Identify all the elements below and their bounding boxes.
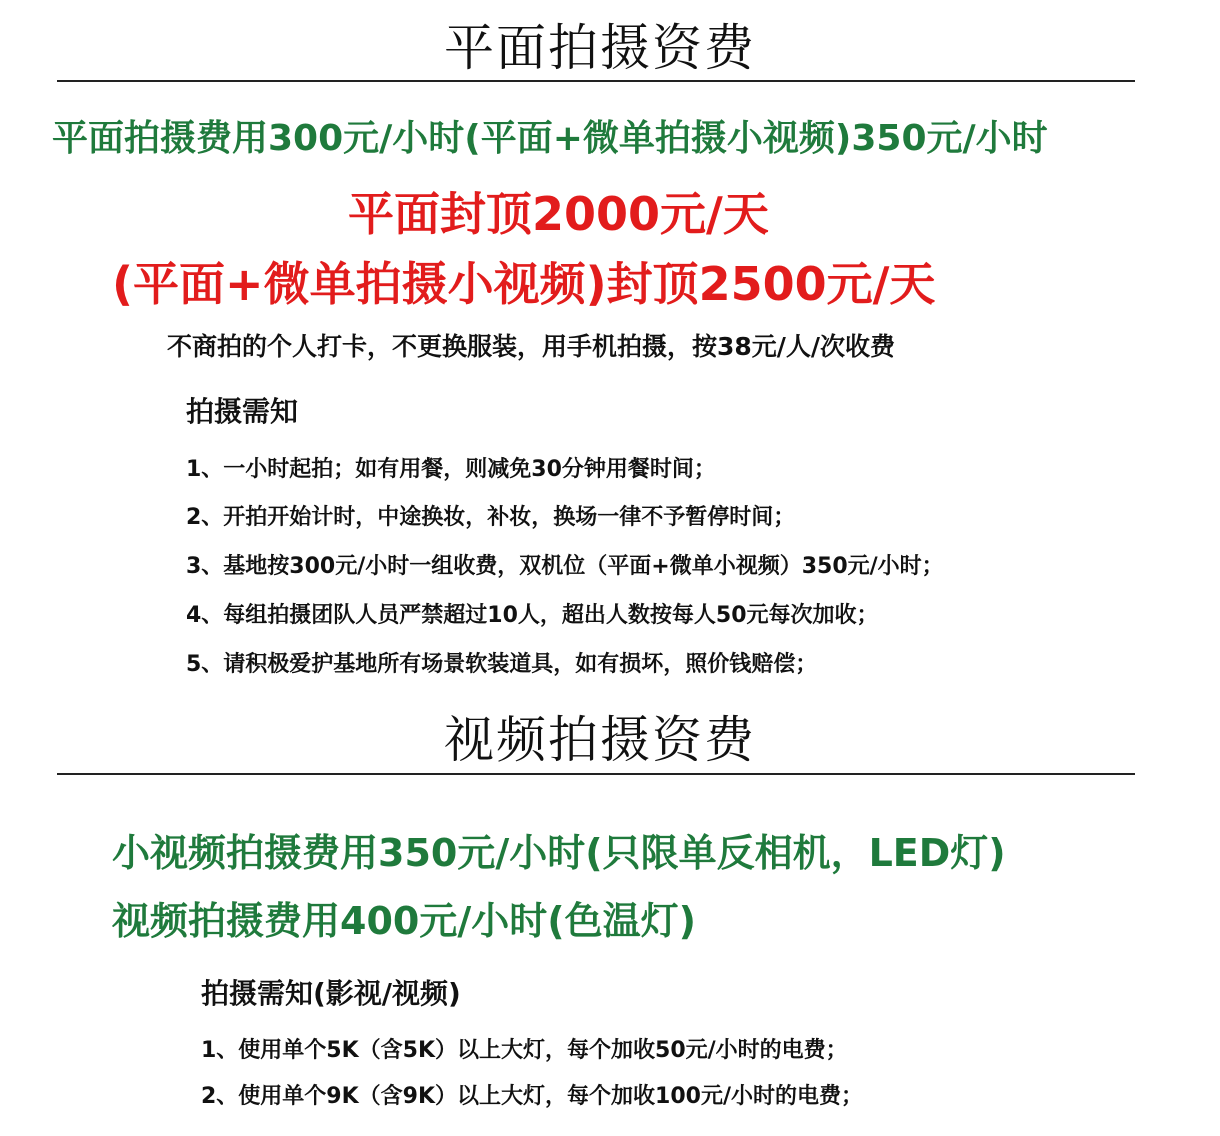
video-section-title: 视频拍摄资费 bbox=[444, 711, 756, 769]
photo-notice-item-5: 5、请积极爱护基地所有场景软装道具，如有损坏，照价钱赔偿； bbox=[186, 652, 818, 677]
photo-section-divider bbox=[57, 80, 1135, 82]
photo-price-line: 平面拍摄费用300元/小时(平面+微单拍摄小视频)350元/小时 bbox=[52, 118, 1048, 159]
photo-notice-item-2: 2、开拍开始计时，中途换妆，补妆，换场一律不予暂停时间； bbox=[186, 505, 796, 530]
video-price-line-1: 小视频拍摄费用350元/小时(只限单反相机，LED灯) bbox=[112, 831, 1006, 875]
photo-notice-item-1: 1、一小时起拍；如有用餐，则减免30分钟用餐时间； bbox=[186, 457, 716, 482]
video-notice-heading: 拍摄需知(影视/视频) bbox=[201, 977, 461, 1010]
photo-notice-heading: 拍摄需知 bbox=[186, 395, 299, 428]
photo-notice-item-3: 3、基地按300元/小时一组收费，双机位（平面+微单小视频）350元/小时； bbox=[186, 554, 944, 579]
photo-cap-line-2: (平面+微单拍摄小视频)封顶2500元/天 bbox=[112, 257, 936, 311]
photo-personal-note: 不商拍的个人打卡，不更换服装，用手机拍摄，按38元/人/次收费 bbox=[167, 332, 896, 361]
photo-cap-line-1: 平面封顶2000元/天 bbox=[348, 187, 769, 241]
video-notice-item-2: 2、使用单个9K（含9K）以上大灯，每个加收100元/小时的电费； bbox=[201, 1084, 863, 1109]
video-notice-item-1: 1、使用单个5K（含5K）以上大灯，每个加收50元/小时的电费； bbox=[201, 1038, 848, 1063]
photo-notice-item-4: 4、每组拍摄团队人员严禁超过10人，超出人数按每人50元每次加收； bbox=[186, 603, 879, 628]
video-section-divider bbox=[57, 773, 1135, 775]
photo-section-title: 平面拍摄资费 bbox=[444, 19, 756, 77]
video-price-line-2: 视频拍摄费用400元/小时(色温灯) bbox=[112, 899, 696, 943]
